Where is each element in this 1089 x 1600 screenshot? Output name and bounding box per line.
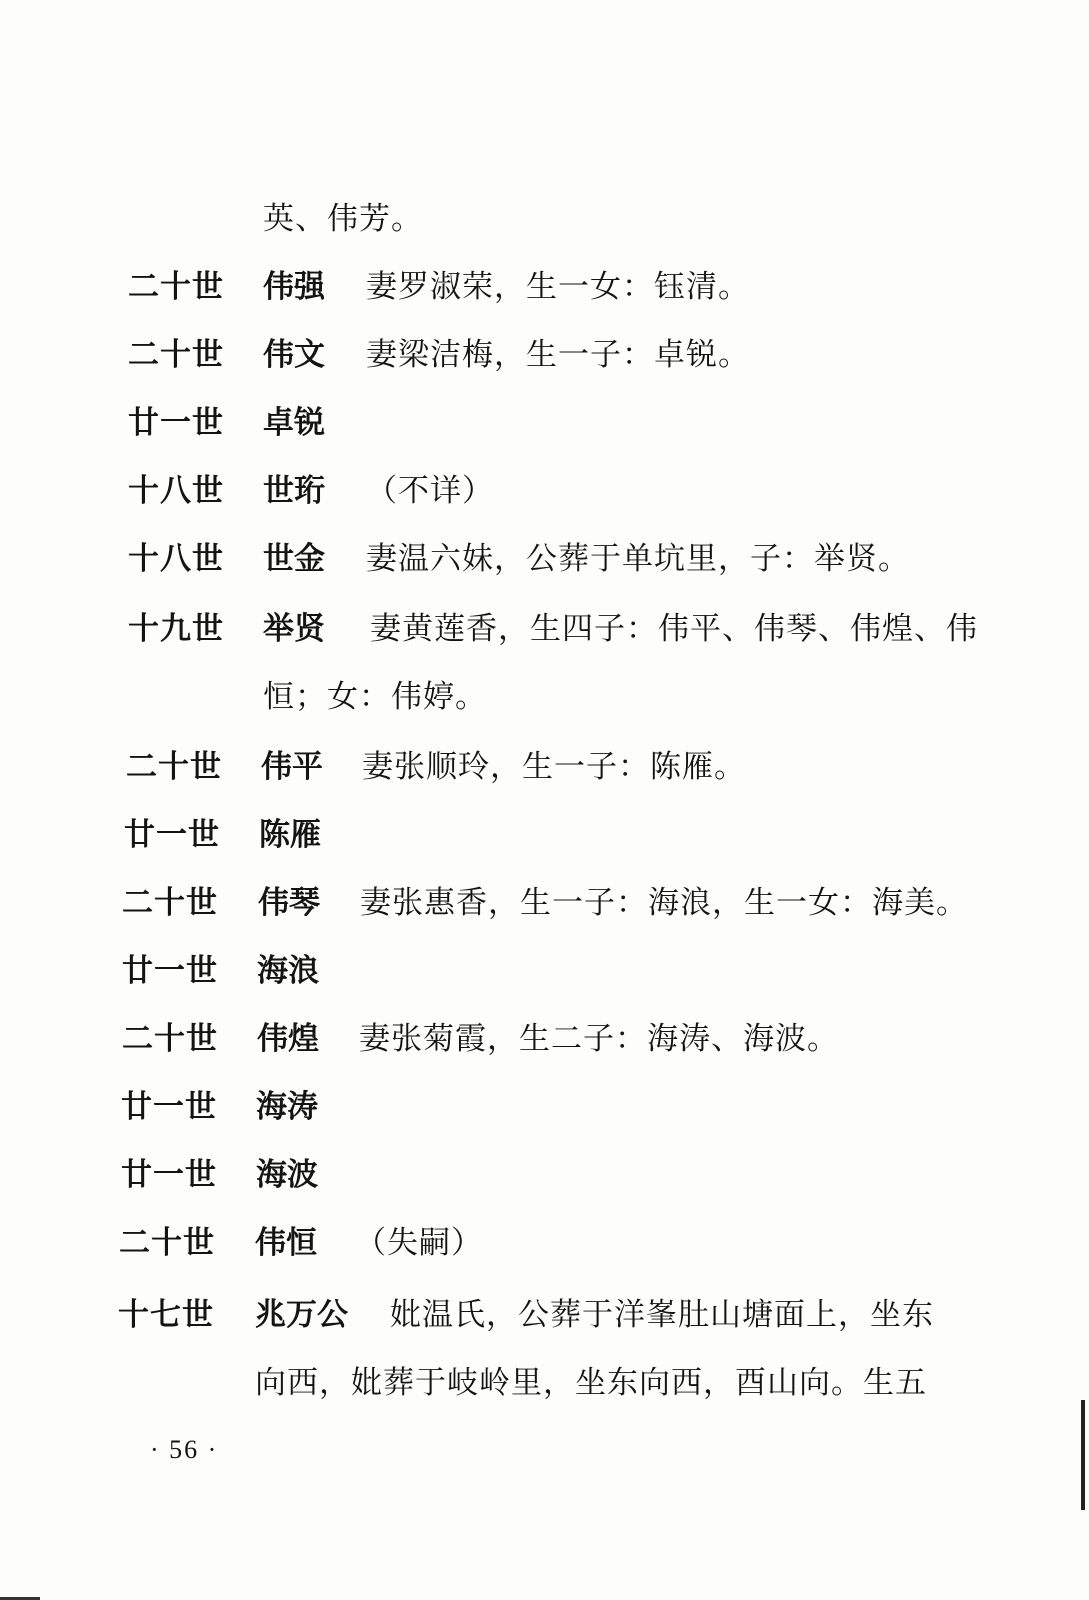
generation-label: 廿一世	[121, 1157, 217, 1193]
entry-text: 向西，妣葬于岐岭里，坐东向西，酉山向。生五	[255, 1365, 927, 1401]
person-name: 卓锐	[263, 405, 325, 441]
genealogy-entry	[0, 878, 1000, 928]
genealogy-entry	[0, 1290, 1000, 1340]
generation-label: 二十世	[119, 1225, 215, 1261]
genealogy-entry	[0, 742, 1000, 792]
genealogy-entry	[0, 330, 1000, 380]
generation-label: 二十世	[128, 269, 224, 305]
genealogy-entry	[0, 946, 1000, 996]
person-name: 世金	[263, 541, 325, 577]
entry-text: 妻温六妹，公葬于单坑里，子：举贤。	[366, 541, 910, 577]
genealogy-entry	[0, 810, 1000, 860]
entry-text: （不详）	[366, 473, 494, 509]
entry-text: 妻张惠香，生一子：海浪，生一女：海美。	[360, 885, 968, 921]
person-name: 海涛	[256, 1089, 318, 1125]
person-name: 伟煌	[257, 1021, 319, 1057]
person-name: 世珩	[263, 473, 325, 509]
page-number: · 56 ·	[150, 1435, 219, 1464]
scan-edge-mark	[1081, 1400, 1085, 1510]
generation-label: 二十世	[122, 885, 218, 921]
generation-label: 十九世	[128, 611, 224, 647]
entry-text: 妻张顺玲，生一子：陈雁。	[362, 749, 746, 785]
generation-label: 二十世	[122, 1021, 218, 1057]
generation-label: 十七世	[118, 1297, 214, 1333]
person-name: 伟恒	[255, 1225, 317, 1261]
continuation-line	[0, 1358, 1000, 1408]
generation-label: 廿一世	[122, 953, 218, 989]
person-name: 海浪	[257, 953, 319, 989]
continuation-line	[0, 194, 1000, 244]
genealogy-entry	[0, 466, 1000, 516]
genealogy-entry	[0, 1014, 1000, 1064]
genealogy-entry	[0, 604, 1000, 654]
entry-text: 恒；女：伟婷。	[263, 679, 487, 715]
entry-text: 妻黄莲香，生四子：伟平、伟琴、伟煌、伟	[370, 611, 978, 647]
generation-label: 廿一世	[128, 405, 224, 441]
entry-text: 英、伟芳。	[263, 201, 423, 237]
generation-label: 二十世	[126, 749, 222, 785]
person-name: 伟平	[261, 749, 323, 785]
genealogy-entry	[0, 534, 1000, 584]
genealogy-entry	[0, 398, 1000, 448]
entry-text: 妻梁洁梅，生一子：卓锐。	[366, 337, 750, 373]
entry-text: 妻张菊霞，生二子：海涛、海波。	[359, 1021, 839, 1057]
person-name: 伟琴	[258, 885, 320, 921]
person-name: 兆万公	[255, 1297, 348, 1333]
continuation-line	[0, 672, 1000, 722]
generation-label: 十八世	[128, 473, 224, 509]
entry-text: （失嗣）	[355, 1225, 483, 1261]
genealogy-entry	[0, 262, 1000, 312]
genealogy-entry	[0, 1082, 1000, 1132]
person-name: 伟强	[263, 269, 325, 305]
generation-label: 廿一世	[121, 1089, 217, 1125]
entry-text: 妻罗淑荣，生一女：钰清。	[366, 269, 750, 305]
person-name: 举贤	[263, 611, 325, 647]
genealogy-entry	[0, 1218, 1000, 1268]
genealogy-entry	[0, 1150, 1000, 1200]
generation-label: 二十世	[128, 337, 224, 373]
entry-text: 妣温氏，公葬于洋峯肚山塘面上，坐东	[390, 1297, 934, 1333]
generation-label: 十八世	[128, 541, 224, 577]
person-name: 陈雁	[259, 817, 321, 853]
person-name: 伟文	[263, 337, 325, 373]
generation-label: 廿一世	[124, 817, 220, 853]
person-name: 海波	[256, 1157, 318, 1193]
